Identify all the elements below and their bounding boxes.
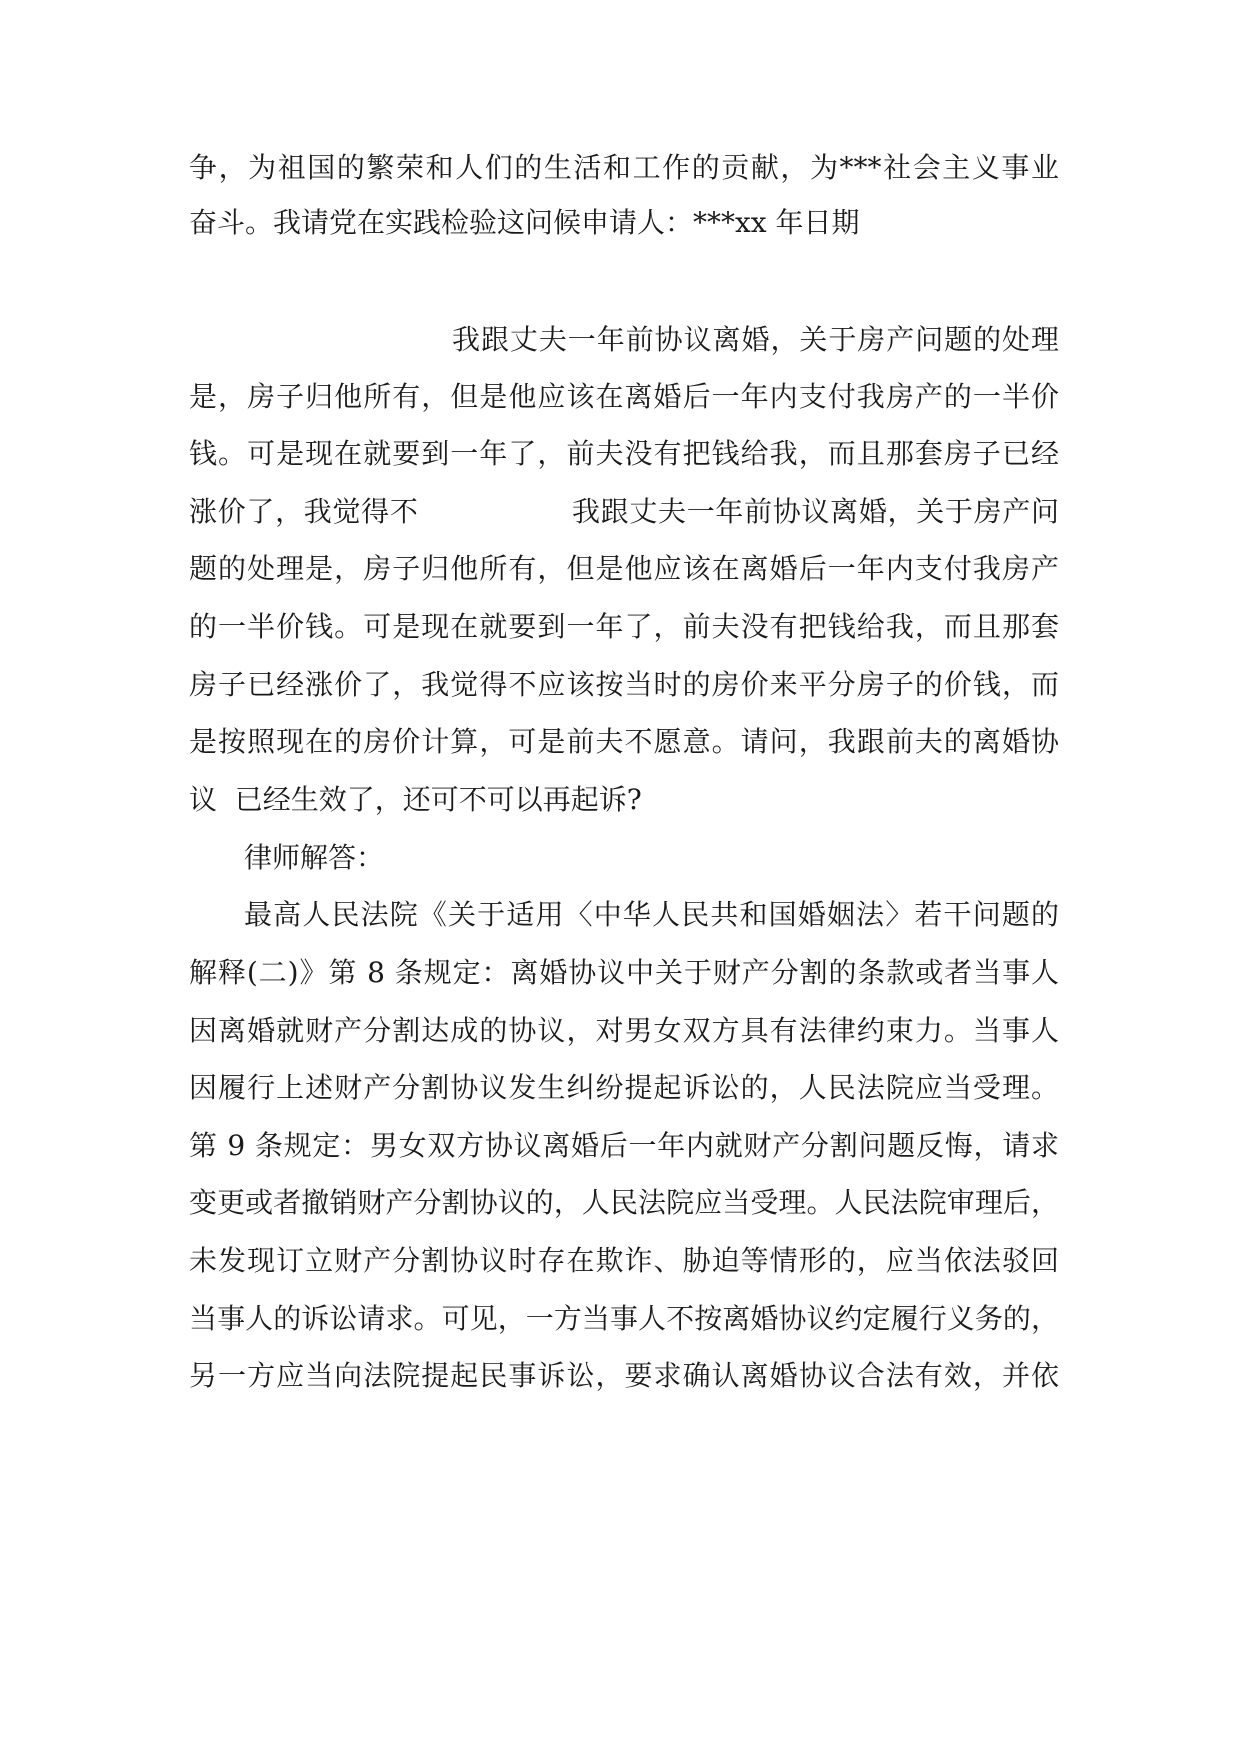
text-line: 房子已经涨价了，我觉得不应该按当时的房价来平分房子的价钱，而 (189, 668, 1059, 701)
text-line: 我跟丈夫一年前协议离婚，关于房产问题的处理 (452, 323, 1059, 356)
text-line: 未发现订立财产分割协议时存在欺诈、胁迫等情形的，应当依法驳回 (189, 1244, 1059, 1277)
text-line: 钱。可是现在就要到一年了，前夫没有把钱给我，而且那套房子已经 (189, 437, 1059, 470)
text-line: 另一方应当向法院提起民事诉讼，要求确认离婚协议合法有效，并依 (189, 1359, 1059, 1392)
text-line: 因离婚就财产分割达成的协议，对男女双方具有法律约束力。当事人 (189, 1014, 1059, 1047)
text-line: 是，房子归他所有，但是他应该在离婚后一年内支付我房产的一半价 (189, 380, 1059, 413)
text-line: 涨价了，我觉得不 我跟丈夫一年前协议离婚，关于房产问 (189, 495, 1059, 528)
text-line: 因履行上述财产分割协议发生纠纷提起诉讼的，人民法院应当受理。 (189, 1071, 1059, 1104)
text-line: 最高人民法院《关于适用〈中华人民共和国婚姻法〉若干问题的 (244, 898, 1059, 931)
text-line: 是按照现在的房价计算，可是前夫不愿意。请问，我跟前夫的离婚协 (189, 725, 1059, 758)
text-line: 议 已经生效了，还可不可以再起诉? (189, 783, 642, 816)
section-heading: 律师解答： (244, 841, 385, 874)
text-line: 奋斗。我请党在实践检验这问候申请人：***xx 年日期 (189, 206, 860, 239)
text-line: 第 9 条规定：男女双方协议离婚后一年内就财产分割问题反悔，请求 (189, 1129, 1059, 1162)
text-line: 当事人的诉讼请求。可见，一方当事人不按离婚协议约定履行义务的， (189, 1302, 1059, 1335)
text-line: 解释(二)》第 8 条规定：离婚协议中关于财产分割的条款或者当事人 (189, 956, 1059, 989)
text-line: 变更或者撤销财产分割协议的，人民法院应当受理。人民法院审理后， (189, 1186, 1059, 1219)
text-line: 的一半价钱。可是现在就要到一年了，前夫没有把钱给我，而且那套 (189, 610, 1059, 643)
text-line: 争，为祖国的繁荣和人们的生活和工作的贡献，为***社会主义事业 (189, 151, 1059, 184)
text-line: 题的处理是，房子归他所有，但是他应该在离婚后一年内支付我房产 (189, 552, 1059, 585)
